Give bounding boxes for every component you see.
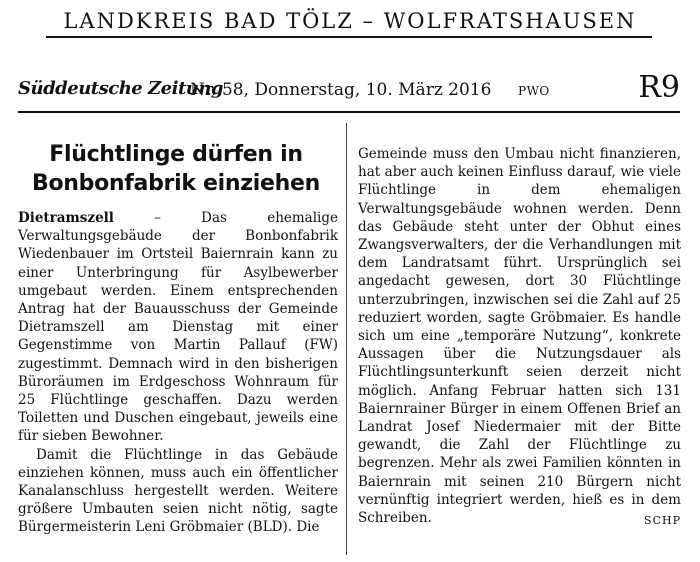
dateline: Dietramszell [18, 210, 114, 226]
article-paragraph-2-continued: Gemeinde muss den Umbau nicht finanzieren, hat aber auch keinen Einfluss darauf, wie viele Flüchtlinge in dem ehemaligen Verwaltungsgebäude wohnen werden. Denn das Gebäude steht unter der Obhut eines Zwangsverwalters, der die Verhandlungen mit dem Landratsamt führt. Ursprünglich sei angedacht gewesen, dort 30 Flüchtlinge unterzubringen, inzwischen sei die Zahl auf 25 reduziert worden, sagte Gröbmaier. Es handle sich um eine „temporäre Nutzung“, konkrete Aussagen über die Nutzungsdauer als Flüchtlingsunterkunft seien derzeit nicht möglich. Anfang Februar hatten sich 131 Baiernrainer Bürger in einem Offenen Brief an Landrat Josef Niedermaier mit der Bitte gewandt, die Zahl der Flüchtlinge zu begrenzen. Mehr als zwei Familien könnten in Baiernrain mit seinen 210 Bürgern nicht vernünftig integriert werden, hieß es in dem Schreiben. SCHP [358, 145, 681, 527]
headline-line-2: Bonbonfabrik einziehen [32, 171, 320, 196]
section-header: LANDKREIS BAD TÖLZ – WOLFRATSHAUSEN [63, 9, 637, 33]
masthead [18, 72, 680, 106]
paper-name: Süddeutsche Zeitung [18, 78, 224, 99]
page-number: R9 [638, 70, 680, 105]
article-column-right [358, 145, 681, 530]
article-paragraph-2: Damit die Flüchtlinge in das Gebäude einziehen können, muss auch ein öffentlicher Kanalanschluss hergestellt werden. Weitere größere Umbauten seien nicht nötig, sagte Bürgermeisterin Leni Gröbmaier (BLD). Die [18, 446, 338, 536]
article-column-left [18, 209, 338, 537]
section-header-rule [46, 36, 652, 38]
headline-line-1: Flüchtlinge dürfen in [49, 142, 303, 167]
masthead-rule [18, 111, 680, 113]
article-headline [18, 140, 334, 198]
author-initials: SCHP [644, 514, 681, 528]
column-divider [346, 123, 347, 555]
article-paragraph-1 [18, 209, 338, 446]
paragraph-1-text: – Das ehemalige Verwaltungsgebäude der Bonbonfabrik Wiedenbauer im Ortsteil Baiernrain kann zu einer Unterbringung für Asylbewerber umgebaut werden. Einem entsprechenden Antrag hat der Bauausschuss der Gemeinde Dietramszell am Dienstag mit einer Gegenstimme von Martin Pallauf (FW) zugestimmt. Demnach wird in den bisherigen Büroräumen im Erdgeschoss Wohnraum für 25 Flüchtlinge geschaffen. Dazu werden Toiletten und Duschen eingebaut, jeweils eine für sieben Bewohner. [18, 210, 338, 445]
issue-line: Nr. 58, Donnerstag, 10. März 2016 [190, 80, 492, 100]
edition-code: PWO [518, 84, 550, 98]
